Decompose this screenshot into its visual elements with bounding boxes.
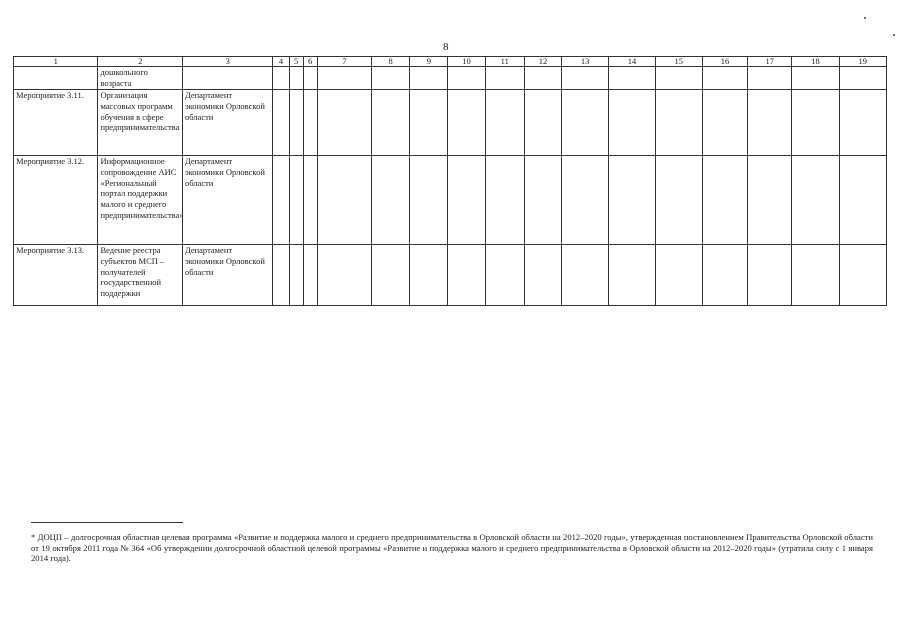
column-header: 18 bbox=[792, 57, 839, 67]
column-header: 7 bbox=[317, 57, 371, 67]
column-header: 6 bbox=[303, 57, 317, 67]
column-header: 9 bbox=[410, 57, 448, 67]
table-row bbox=[14, 90, 887, 156]
table-row bbox=[14, 67, 887, 90]
column-header: 2 bbox=[98, 57, 182, 67]
column-header: 5 bbox=[289, 57, 303, 67]
measure-number-cell: Мероприятие 3.11. bbox=[14, 90, 98, 156]
footnote: * ДОЦП – долгосрочная областная целевая программа «Развитие и поддержка малого и среднего предпринимательства в Орловской области на 2012–2020 годы», утвержденная постановлением Правительства Орловской области от 19 октября 2011 года № 364 «Об утверждении долгосрочной областной целевой программы «Развитие и поддержка малого и среднего предпринимательства в Орловской области на 2012–2020 годы» (утратила силу с 1 января 2014 года). bbox=[31, 532, 873, 564]
measure-name-cell: Ведение реестра субъектов МСП – получателей государственной поддержки bbox=[98, 245, 182, 306]
footnote-divider bbox=[31, 522, 183, 523]
column-header: 17 bbox=[748, 57, 792, 67]
column-header: 12 bbox=[524, 57, 561, 67]
measure-number-cell bbox=[14, 67, 98, 90]
column-header: 1 bbox=[14, 57, 98, 67]
scan-speck bbox=[864, 17, 866, 19]
column-header: 3 bbox=[182, 57, 273, 67]
responsible-cell: Департамент экономики Орловской области bbox=[182, 245, 273, 306]
measure-name-cell: дошкольного возраста bbox=[98, 67, 182, 90]
responsible-cell: Департамент экономики Орловской области bbox=[182, 156, 273, 245]
column-number-row bbox=[14, 57, 887, 67]
column-header: 19 bbox=[839, 57, 886, 67]
measure-name-cell: Организация массовых программ обучения в сфере предпринимательства bbox=[98, 90, 182, 156]
measure-number-cell: Мероприятие 3.12. bbox=[14, 156, 98, 245]
table-row bbox=[14, 245, 887, 306]
column-header: 10 bbox=[448, 57, 485, 67]
responsible-cell: Департамент экономики Орловской области bbox=[182, 90, 273, 156]
column-header: 16 bbox=[702, 57, 747, 67]
column-header: 15 bbox=[655, 57, 702, 67]
program-measures-table bbox=[13, 56, 887, 306]
column-header: 4 bbox=[273, 57, 289, 67]
column-header: 13 bbox=[562, 57, 609, 67]
column-header: 14 bbox=[609, 57, 655, 67]
table-row bbox=[14, 156, 887, 245]
scan-speck bbox=[893, 34, 895, 36]
measure-name-cell: Информационное сопровождение АИС «Региональный портал поддержки малого и среднего предпринимательства» bbox=[98, 156, 182, 245]
measure-number-cell: Мероприятие 3.13. bbox=[14, 245, 98, 306]
column-header: 11 bbox=[485, 57, 524, 67]
page-number: 8 bbox=[443, 41, 449, 53]
responsible-cell bbox=[182, 67, 273, 90]
column-header: 8 bbox=[371, 57, 409, 67]
